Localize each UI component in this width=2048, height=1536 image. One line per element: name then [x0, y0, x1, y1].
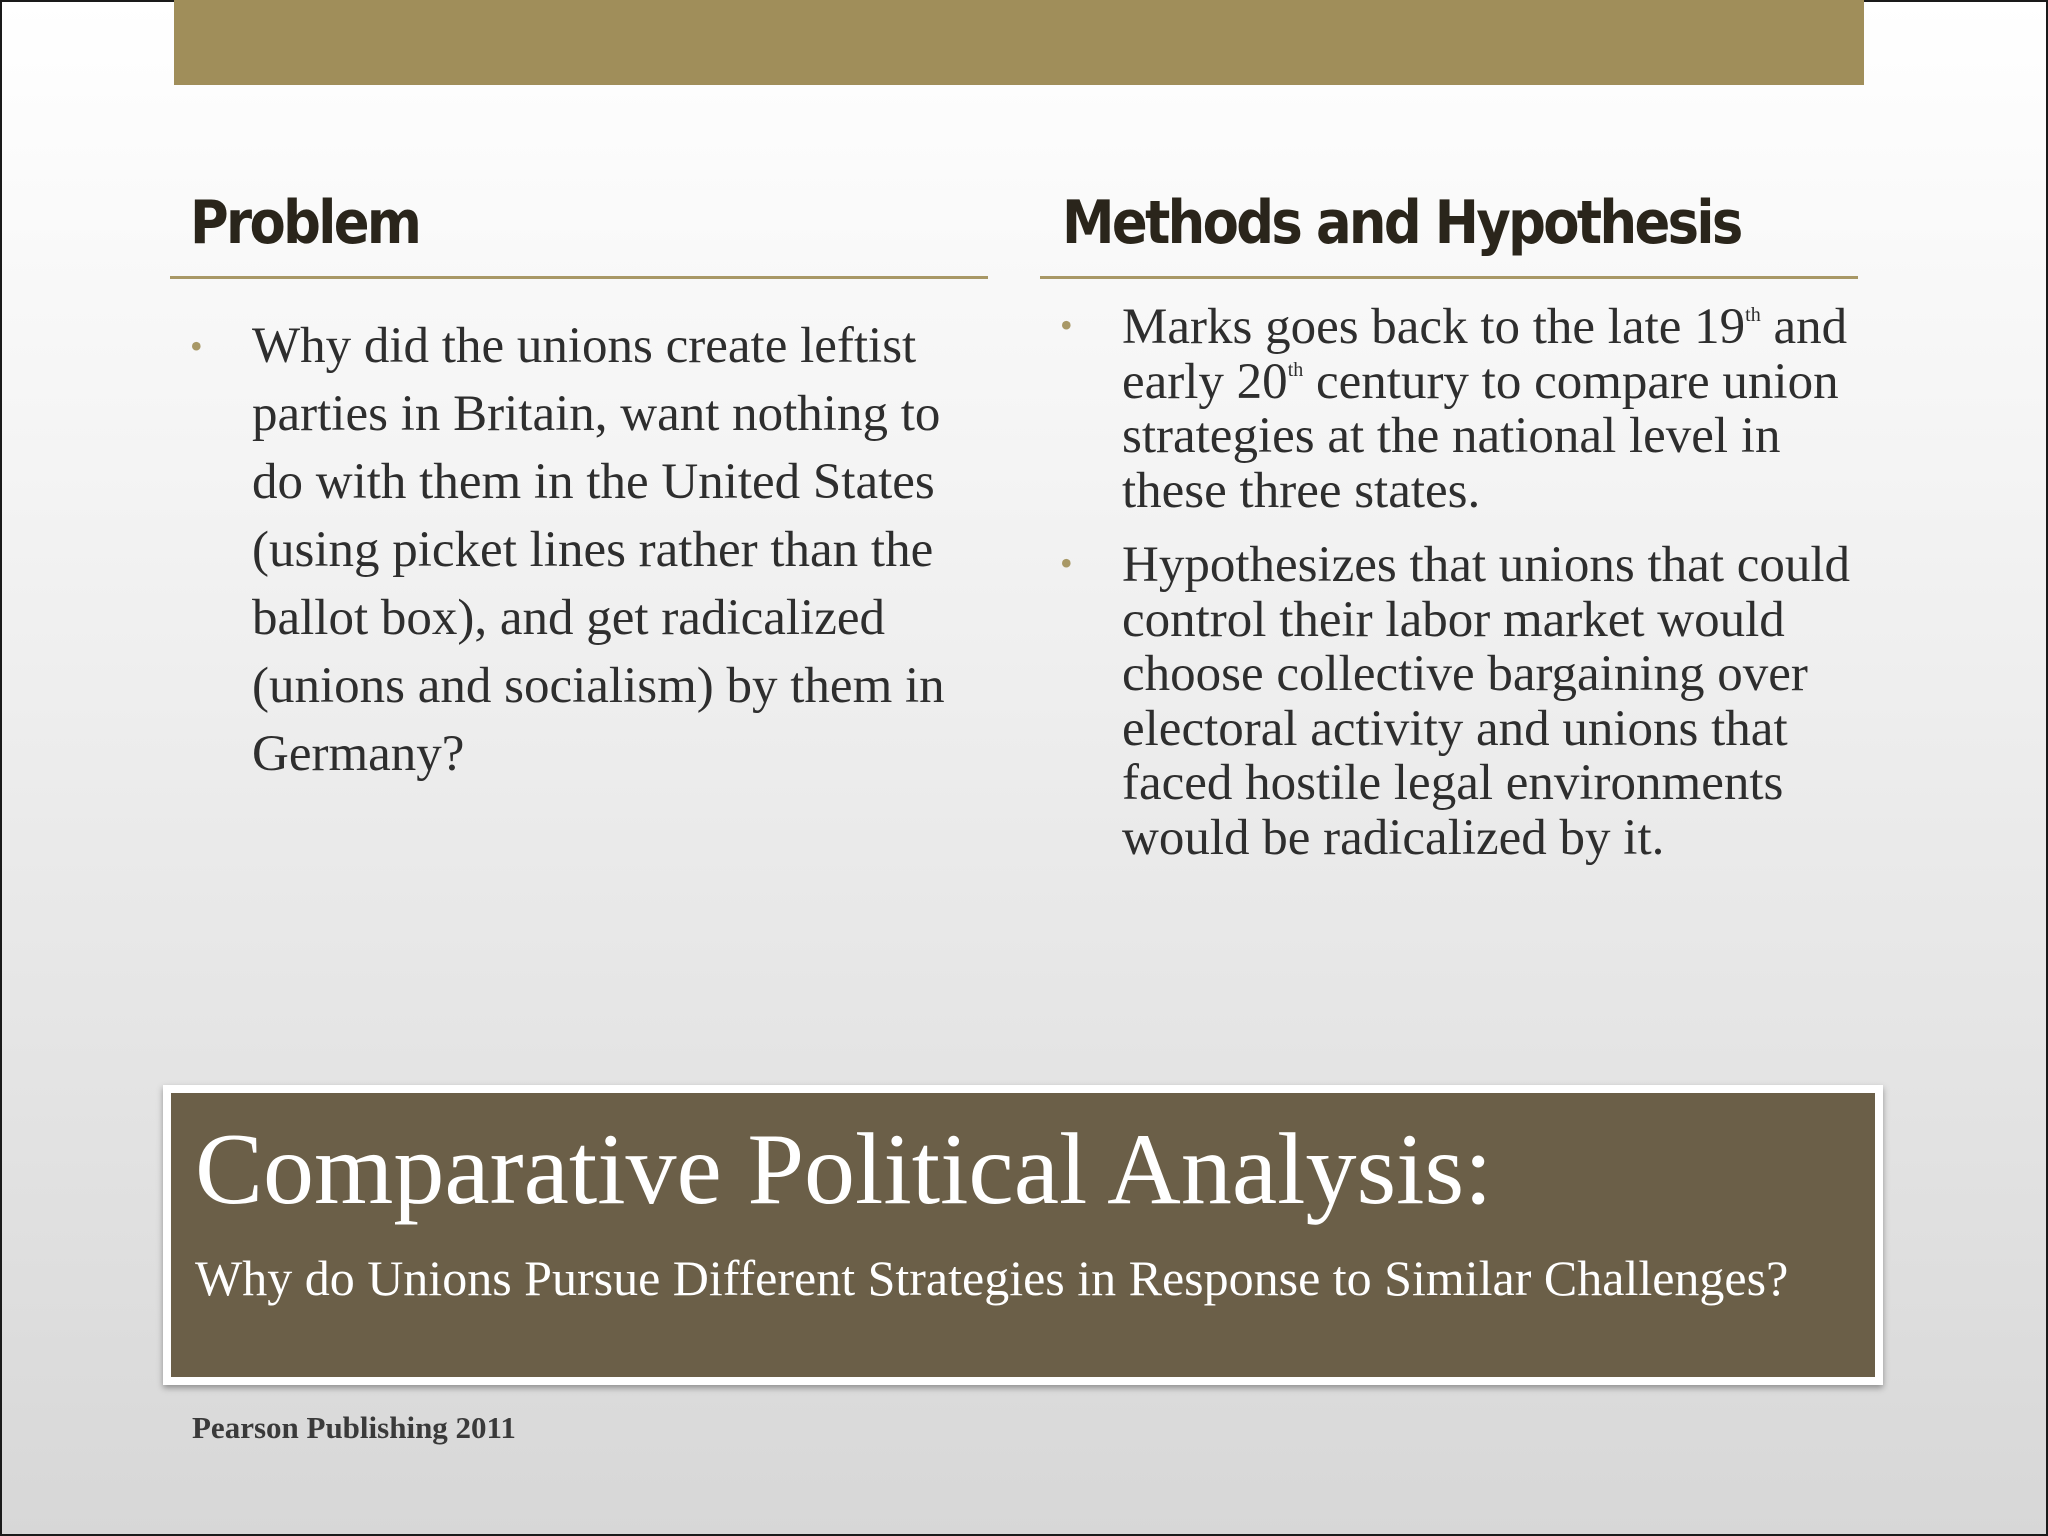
methods-bullet-text-1: Marks goes back to the late 19th and early 20th century to compare union strategies at the national level in these three states.	[1122, 299, 1848, 519]
bullet-icon: •	[1060, 543, 1073, 583]
top-accent-bar	[174, 0, 1864, 85]
slide-title: Comparative Political Analysis:	[195, 1113, 1493, 1226]
title-box-inner	[171, 1093, 1875, 1377]
problem-bullet-text: Why did the unions create leftist parties in Britain, want nothing to do with them in the United States (using picket lines rather than the ballot box), and get radicalized (unions and socialism) by them in Germany?	[252, 318, 945, 782]
bullet-icon: •	[190, 326, 203, 366]
problem-bullet-list	[190, 312, 990, 788]
methods-bullet-text-2: Hypothesizes that unions that could control their labor market would choose collective bargaining over electoral activity and unions that faced hostile legal environments would be radicalized by it.	[1122, 537, 1851, 866]
bullet-icon: •	[1060, 305, 1073, 345]
methods-heading: Methods and Hypothesis	[1062, 188, 1741, 258]
problem-heading: Problem	[190, 188, 420, 258]
methods-heading-rule	[1040, 276, 1858, 279]
footer-credit: Pearson Publishing 2011	[192, 1410, 516, 1445]
methods-bullet-item	[1060, 300, 1860, 518]
slide-subtitle: Why do Unions Pursue Different Strategies in Response to Similar Challenges?	[195, 1250, 1789, 1306]
title-box	[163, 1085, 1883, 1385]
problem-bullet-item	[190, 312, 990, 788]
problem-heading-rule	[170, 276, 988, 279]
methods-bullet-item	[1060, 538, 1860, 865]
methods-bullet-list	[1060, 300, 1860, 885]
